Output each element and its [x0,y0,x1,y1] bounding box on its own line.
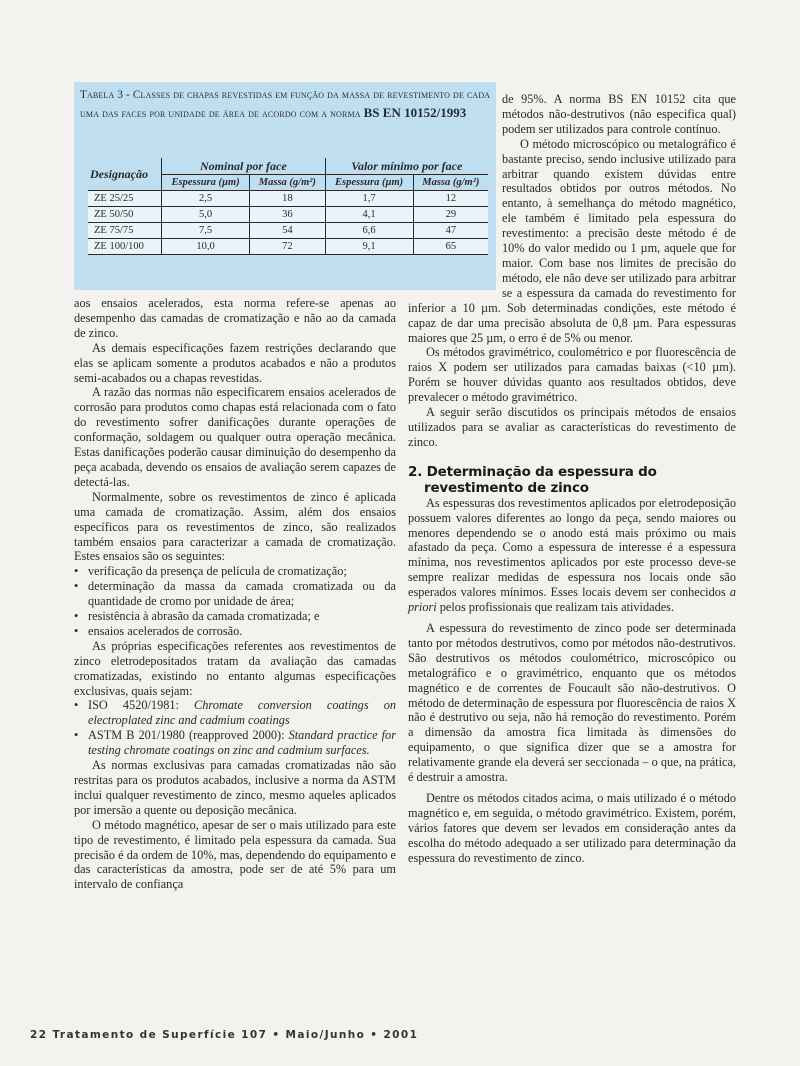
table-caption-text: Tabela 3 - Classes de chapas revestidas em função da massa de revestimento de cada uma das faces por unidade de área de acordo com a norma [80,89,491,120]
subheader-massa-minimo: Massa (g/m²) [413,175,488,191]
cell-espessura-nominal: 7,5 [162,223,250,239]
cell-massa-minimo: 29 [413,207,488,223]
paragraph: Normalmente, sobre os revestimentos de zinco é aplicada uma camada de cromatização. Assim, além dos ensaios específicos para os revestimentos de zinco, são realizados também ensaios para caracterizar a camada de cromatização. Estes ensaios são os seguintes: [74,489,396,564]
paragraph: A razão das normas não especificarem ensaios acelerados de corrosão para produtos como chapas está relacionada com o fato do revestimento sofrer danificações durante operações de conformação, soldagem ou qualquer outra operação mecânica. Estas danificações poderão causar diminuição do desempenho da peça acabada, devendo os ensaios de avaliação serem capazes de detectá-las. [74,385,396,489]
paragraph: A espessura do revestimento de zinco pode ser determinada tanto por métodos destrutivos, como por métodos não-destrutivos. São destrutivos os métodos coulométrico, microscópico ou metalográfico e o gravimétrico, enquanto que os métodos magnético e de correntes de Foucault são não-destrutivos. O método de determinação de espessura por fluorescência de raios X não é destrutivo ou seja, não há remoção do revestimento. Porém a dimensão da amostra fica limitada às dimensões do equipamento, o que significa dizer que se a amostra for relativamente grande ela deverá ser seccionada – o que, na prática, é destruir a amostra. [408,621,736,785]
right-column [408,92,736,866]
paragraph: aos ensaios acelerados, esta norma refere-se apenas ao desempenho das camadas de cromatização e não ao da camada de zinco. [74,296,396,340]
spec-code: ISO 4520/1981: [88,698,195,713]
section-heading [408,464,736,496]
table-caption-norm: BS EN 10152/1993 [363,105,467,120]
spec-title: Standard practice for testing chromate coatings on zinc and cadmium surfaces. [88,728,396,758]
cell-massa-nominal: 36 [250,207,325,223]
list-item [74,728,396,758]
cell-designacao: ZE 100/100 [88,239,162,255]
cell-massa-minimo: 47 [413,223,488,239]
paragraph-text: O método microscópico ou metalográfico é bastante preciso, sendo inclusive utilizado para arbitrar quando existem dúvidas entre resultados obtidos por outros métodos. No entanto, à semelhança do método magnético, ele também é limitado pela espessura do revestimento: a precisão deste método é de 10% do valor medido ou 1 µm, aquele que for maior. Com base nos limites de precisão do método, ele não deve ser utilizado para arbitrar se a espessura da camada do revestimento for inferior a 10 µm. Sob determinadas condições, este método é capaz de dar uma precisão absoluta de 0,8 µm. Para espessuras maiores que 25 µm, o erro é de 5% ou menor. [408,136,736,345]
cell-espessura-minimo: 6,6 [325,223,413,239]
header-nominal: Nominal por face [162,158,325,175]
paragraph: de 95%. A norma BS EN 10152 cita que métodos não-destrutivos (não especifica qual) podem ser utilizados para controle contínuo. [502,92,736,136]
cell-espessura-nominal: 10,0 [162,239,250,255]
header-minimo: Valor mínimo por face [325,158,488,175]
paragraph-text: pelos profissionais que realizam tais atividades. [436,600,675,615]
emphasis-text: a priori [408,585,736,615]
paragraph [408,496,736,615]
chromate-tests-list [74,564,396,639]
paragraph: A seguir serão discutidos os principais métodos de ensaios utilizados para se avaliar as características do revestimento de zinco. [408,405,736,449]
paragraph: As próprias especificações referentes aos revestimentos de zinco eletrodepositados tratam da avaliação das camadas cromatizadas, existindo no entanto algumas especificações exclusivas, quais sejam: [74,638,396,698]
list-item: • resistência à abrasão da camada cromatizada; e [74,609,396,624]
cell-espessura-minimo: 1,7 [325,191,413,207]
cell-massa-nominal: 54 [250,223,325,239]
spec-code: ASTM B 201/1980 (reapproved 2000): [88,728,289,743]
cell-massa-minimo: 65 [413,239,488,255]
cell-designacao: ZE 75/75 [88,223,162,239]
specifications-list [74,698,396,758]
list-item: • determinação da massa da camada cromatizada ou da quantidade de cromo por unidade de área; [74,579,396,609]
heading-line-2: revestimento de zinco [424,479,589,496]
subheader-espessura-nominal: Espessura (µm) [162,175,250,191]
cell-espessura-minimo: 9,1 [325,239,413,255]
cell-designacao: ZE 25/25 [88,191,162,207]
subheader-espessura-minimo: Espessura (µm) [325,175,413,191]
paragraph: O método magnético, apesar de ser o mais utilizado para este tipo de revestimento, é limitado pela espessura da camada. Sua precisão é da ordem de 10%, mas, dependendo do equipamento e das características da amostra, pode ser de até 5% para um intervalo de confiança [74,817,396,892]
cell-espessura-minimo: 4,1 [325,207,413,223]
cell-designacao: ZE 50/50 [88,207,162,223]
left-column [74,296,396,892]
cell-massa-nominal: 18 [250,191,325,207]
right-column-upper [408,92,736,137]
paragraph: As normas exclusivas para camadas cromatizadas não são restritas para os produtos acabados, inclusive a norma da ASTM inclui qualquer revestimento de zinco, mesmo aqueles aplicados por imersão a quente ou deposição mecânica. [74,758,396,817]
float-spacer [408,137,502,292]
cell-espessura-nominal: 5,0 [162,207,250,223]
paragraph-text: As espessuras dos revestimentos aplicados por eletrodeposição possuem valores diferentes ao longo da peça, sendo maiores ou menores dependendo se o anodo está mais próximo ou mais afastado da peça. Como a espessura de interesse é a espessura mínima, nos revestimentos aplicados por este processo deve-se sempre realizar medidas de espessura nos locais onde são esperados valores mínimos. Esses locais devem ser conhecidos [408,495,736,600]
list-item: • verificação da presença de película de cromatização; [74,564,396,579]
right-column-wrapped [408,137,736,346]
spec-title: Chromate conversion coatings on electroplated zinc and cadmium coatings [88,698,396,728]
cell-massa-nominal: 72 [250,239,325,255]
list-item: • ensaios acelerados de corrosão. [74,624,396,639]
paragraph: Dentre os métodos citados acima, o mais utilizado é o método magnético e, em seguida, o método gravimétrico. Existem, porém, vários fatores que devem ser levados em consideração antes da escolha do método adequado a ser utilizado para determinação da espessura do revestimento de zinco. [408,790,736,865]
cell-massa-minimo: 12 [413,191,488,207]
heading-line-1: 2. Determinação da espessura do [408,463,657,480]
cell-espessura-nominal: 2,5 [162,191,250,207]
page-footer: 22 Tratamento de Superfície 107 • Maio/Junho • 2001 [30,1029,419,1041]
spacer [408,450,736,464]
list-item [74,698,396,728]
paragraph: As demais especificações fazem restrições declarando que elas se aplicam somente a produtos acabados e não a produtos semi-acabados ou a chapas revestidas. [74,340,396,385]
subheader-massa-nominal: Massa (g/m²) [250,175,325,191]
paragraph: Os métodos gravimétrico, coulométrico e por fluorescência de raios X podem ser utilizados para camadas baixas (<10 µm). Porém se houver dúvidas quanto aos resultados obtidos, deve prevalecer o método gravimétrico. [408,345,736,405]
header-designacao: Designação [88,158,162,191]
